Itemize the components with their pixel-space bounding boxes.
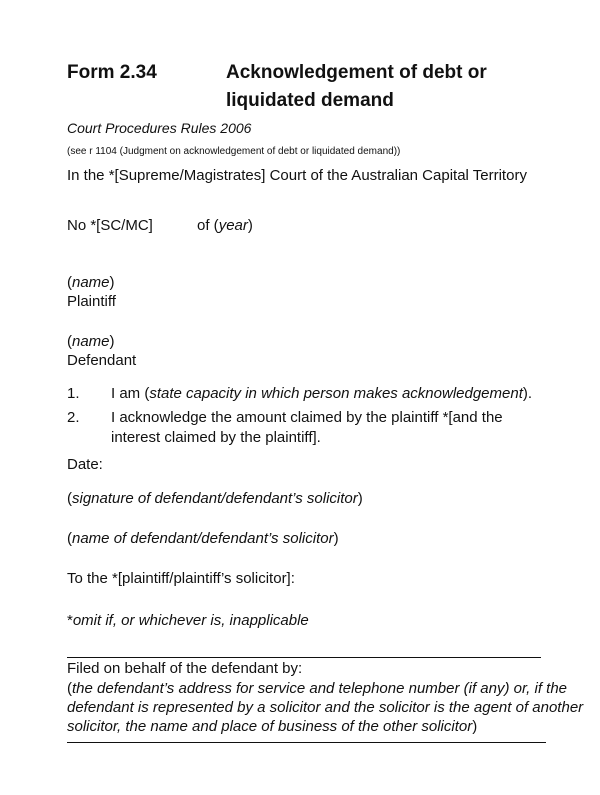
filed-label: Filed on behalf of the defendant by: <box>67 660 303 677</box>
form-title-line2: liquidated demand <box>226 90 394 111</box>
item-1-text: I am (state capacity in which person makes acknowledgement). <box>111 385 533 402</box>
case-number-label: No *[SC/MC] <box>67 217 153 234</box>
filed-line2: defendant is represented by a solicitor and the solicitor is the agent of another <box>67 699 584 716</box>
plaintiff-label: Plaintiff <box>67 293 116 310</box>
form-number: Form 2.34 <box>67 62 157 83</box>
filed-top-rule <box>67 657 541 658</box>
rule-reference: (see r 1104 (Judgment on acknowledgement of debt or liquidated demand)) <box>67 146 401 157</box>
filed-bottom-rule <box>67 742 546 743</box>
item-2-text-line1: I acknowledge the amount claimed by the plaintiff *[and the <box>111 409 503 426</box>
form-title-line1: Acknowledgement of debt or <box>226 62 487 83</box>
defendant-label: Defendant <box>67 352 137 369</box>
item-1-number: 1. <box>67 385 80 402</box>
signature-line: (signature of defendant/defendant’s solicitor) <box>67 490 363 507</box>
omit-note: *omit if, or whichever is, inapplicable <box>67 612 309 629</box>
rules-citation: Court Procedures Rules 2006 <box>67 120 252 136</box>
filed-line1: (the defendant’s address for service and telephone number (if any) or, if the <box>67 680 568 697</box>
name-line: (name of defendant/defendant’s solicitor) <box>67 530 339 547</box>
case-year: of (year) <box>197 217 253 234</box>
court-heading: In the *[Supreme/Magistrates] Court of the Australian Capital Territory <box>67 167 527 184</box>
item-2-number: 2. <box>67 409 80 426</box>
item-2-text-line2: interest claimed by the plaintiff]. <box>111 429 321 446</box>
plaintiff-name: (name) <box>67 274 115 291</box>
filed-line3: solicitor, the name and place of business of the other solicitor) <box>67 718 478 735</box>
defendant-name: (name) <box>67 333 115 350</box>
date-label: Date: <box>67 456 103 473</box>
to-line: To the *[plaintiff/plaintiff’s solicitor]: <box>67 570 295 587</box>
